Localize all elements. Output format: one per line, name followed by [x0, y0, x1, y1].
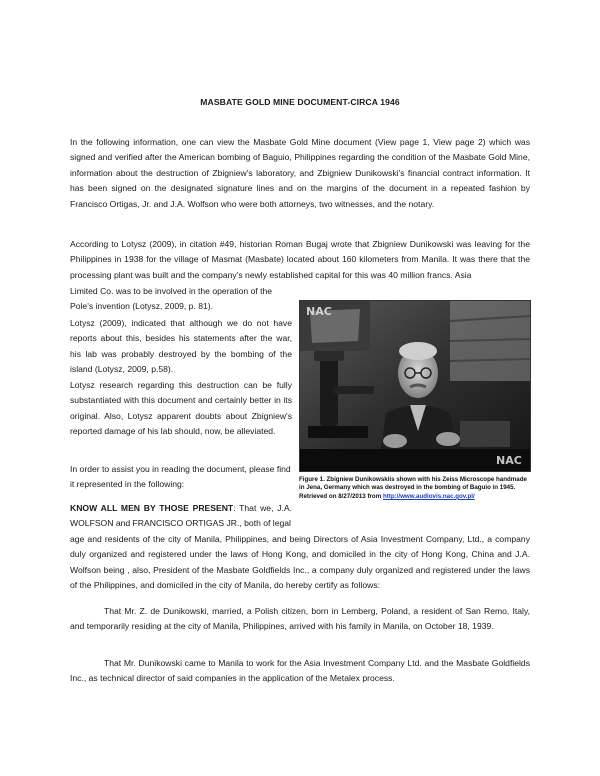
- figure-caption: [299, 476, 532, 501]
- lotysz-paragraph-1-continued: Limited Co. was to be involved in the operation of the Pole's invention (Lotysz, 2009, p. 81).: [70, 286, 273, 312]
- intro-paragraph: In the following information, one can view the Masbate Gold Mine document (View page 1, View page 2) which was signed and verified after the American bombing of Baguio, Philippines regarding the condition of the Masbate Gold Mine, information about the destruction of Zbigniew's laboratory, and Zbigniew Dunikowski's financial contract information. It has been signed on the designated signature lines and on the margins of the document in a repeated fashion by Francisco Ortigas, Jr. and J.A. Wolfson who were both attorneys, two witnesses, and the notary.: [70, 137, 530, 209]
- certify-paragraph-2: That Mr. Dunikowski came to Manila to work for the Asia Investment Company Ltd. and the Masbate Goldfields Inc., as technical director of said companies in the application of the Metalex process.: [70, 658, 530, 684]
- watermark-top: NAC: [306, 305, 332, 318]
- watermark-bottom: NAC: [496, 454, 522, 467]
- photo-image: [300, 301, 530, 471]
- caption-text: Figure 1. Zbigniew Dunikowskiis shown with his Zeiss Microscope handmade in Jena, Germany which was destroyed in the bombing of Baguio in 1945. Retrieved on 8/27/2013 from: [299, 476, 527, 500]
- figure: [299, 300, 532, 501]
- know-all-paragraph: [70, 501, 292, 532]
- source-link[interactable]: http://www.audiovis.nac.gov.pl/: [382, 492, 475, 500]
- know-all-continued: age and residents of the city of Manila, Philippines, and being Directors of Asia Investment Company, Ltd., a company duly organized and registered under the laws of Hong Kong, and domiciled in the city of Hong Kong, China and J.A. Wolfson being , also, President of the Masbate Goldfields Inc., a company duly organized and registered under the laws of the Philippines, and domiciled in the city of Manila, do hereby certify as follows:: [70, 534, 530, 591]
- lotysz-paragraph-3: Lotysz research regarding this destruction can be fully substantiated with this document and certainly better in its original. Also, Lotysz apparent doubts about Zbigniew's reported damage of his lab should, now, be alleviated.: [70, 380, 292, 437]
- lotysz-paragraph-1: According to Lotysz (2009), in citation #49, historian Roman Bugaj wrote that Zbigniew Dunikowski was leaving for the Philippines in 1938 for the village of Masmat (Masbate) located about 160 kilometers from Manila. It was there that the processing plant was built and the company's newly established capital for this was 40 million francs. Asia: [70, 239, 530, 280]
- know-all-text: : That we, J.A. WOLFSON and FRANCISCO ORTIGAS JR., both of legal: [70, 503, 292, 529]
- assist-paragraph: In order to assist you in reading the document, please find it represented in the following:: [70, 464, 291, 490]
- document-title: MASBATE GOLD MINE DOCUMENT-CIRCA 1946: [200, 97, 400, 107]
- lotysz-paragraph-2: Lotysz (2009), indicated that although we do not have reports about this, besides his statements after the war, his lab was probably destroyed by the bombing of the island (Lotysz, 2009, p.58).: [70, 318, 292, 375]
- historical-photo: [299, 300, 531, 472]
- certify-paragraph-1: That Mr. Z. de Dunikowski, married, a Polish citizen, born in Lemberg, Poland, a resident of San Remo, Italy, and temporarily residing at the city of Manila, Philippines, arrived with his family in Manila, on October 18, 1939.: [70, 606, 530, 632]
- know-all-heading: KNOW ALL MEN BY THOSE PRESENT: [70, 503, 234, 513]
